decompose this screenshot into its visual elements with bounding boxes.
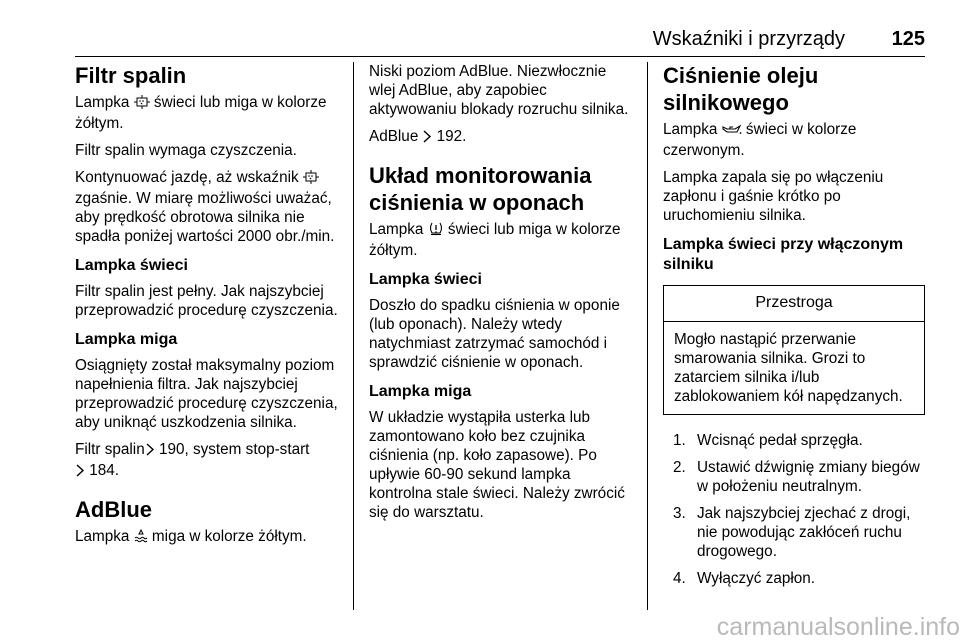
- page-number: 125: [891, 28, 925, 50]
- exhaust-filter-icon: [134, 95, 150, 114]
- list-item: 3. Jak najszybciej zjechać z drogi, nie powodując zakłóceń ruchu drogowego.: [673, 505, 911, 560]
- paragraph: Lampka świeci lub miga w kolorze żółtym.: [75, 94, 327, 132]
- paragraph: Kontynuować jazdę, aż wskaźnik zgaśnie. W miarę możliwości uważać, aby prędkość obrotowa silnika nie spadła poniżej wartości 2000 obr./min.: [75, 169, 335, 245]
- adblue-icon: [134, 529, 148, 548]
- column-divider: [647, 62, 648, 610]
- list-item: 2. Ustawić dźwignię zmiany biegów w położeniu neutralnym.: [673, 459, 920, 495]
- column-left: [75, 62, 341, 556]
- page-header: [75, 26, 925, 57]
- heading-lamp-on: Lampka świeci: [75, 257, 188, 274]
- paragraph: Filtr spalin jest pełny. Jak najszybciej przeprowadzić procedurę czyszczenia.: [75, 283, 338, 319]
- paragraph: AdBlue 192.: [369, 127, 631, 148]
- steps-list: [663, 431, 925, 588]
- heading-lamp-blink: Lampka miga: [75, 331, 178, 348]
- paragraph: W układzie wystąpiła usterka lub zamontowano koło bez czujnika ciśnienia (np. koło zapasowe). Po upływie 60-90 sekund lampka kontrolna stale świeci. Należy zwrócić się do warsztatu.: [369, 409, 625, 521]
- page-reference-arrow-icon: [145, 442, 155, 461]
- tire-pressure-icon: [428, 221, 444, 241]
- column-divider: [353, 62, 354, 610]
- watermark: carmanualsonline.info: [716, 613, 960, 641]
- column-middle: [369, 62, 631, 530]
- heading-engine-oil-pressure: Ciśnienie oleju silnikowego: [663, 63, 819, 115]
- heading-lamp-blink: Lampka miga: [369, 383, 472, 400]
- warning-box: [663, 285, 925, 415]
- list-item: 4. Wyłączyć zapłon.: [673, 570, 816, 587]
- paragraph: Niski poziom AdBlue. Niezwłocznie wlej AdBlue, aby zapobiec aktywowaniu blokady rozruchu silnika.: [369, 63, 629, 118]
- paragraph: Doszło do spadku ciśnienia w oponie (lub oponach). Należy wtedy natychmiast zatrzymać samochód i sprawdzić ciśnienie w oponach.: [369, 297, 620, 371]
- paragraph: Lampka zapala się po włączeniu zapłonu i gaśnie krótko po uruchomieniu silnika.: [663, 169, 884, 224]
- heading-tire-pressure-monitoring: Układ monitorowania ciśnienia w oponach: [369, 163, 592, 215]
- paragraph: Filtr spalin wymaga czyszczenia.: [75, 142, 297, 159]
- section-title: Wskaźniki i przyrządy: [652, 28, 845, 50]
- list-item: 1. Wcisnąć pedał sprzęgła.: [673, 432, 863, 449]
- warning-title: Przestroga: [664, 286, 924, 322]
- paragraph: Osiągnięty został maksymalny poziom napełnienia filtra. Jak najszybciej przeprowadzić procedurę czyszczenia, aby uniknąć uszkodzenia silnika.: [75, 357, 338, 431]
- paragraph: Lampka świeci w kolorze czerwonym.: [663, 121, 857, 159]
- heading-exhaust-filter: Filtr spalin: [75, 63, 187, 88]
- heading-lamp-on-engine-running: Lampka świeci przy włączonym silniku: [663, 236, 904, 273]
- warning-text: Mogło nastąpić przerwanie smarowania silnika. Grozi to zatarciem silnika i/lub zablokowaniem kół napędzanych.: [674, 331, 903, 405]
- paragraph: Lampka miga w kolorze żółtym.: [75, 527, 341, 548]
- paragraph: Lampka świeci lub miga w kolorze żółtym.: [369, 221, 621, 259]
- oil-can-icon: [722, 122, 742, 141]
- page-reference-arrow-icon: [418, 129, 432, 148]
- paragraph: Filtr spalin 190, system stop-start 184.: [75, 440, 341, 482]
- page-reference-arrow-icon: [75, 463, 85, 482]
- exhaust-filter-icon: [303, 170, 319, 189]
- heading-lamp-on: Lampka świeci: [369, 271, 482, 288]
- heading-adblue: AdBlue: [75, 497, 152, 522]
- column-right: [663, 62, 925, 596]
